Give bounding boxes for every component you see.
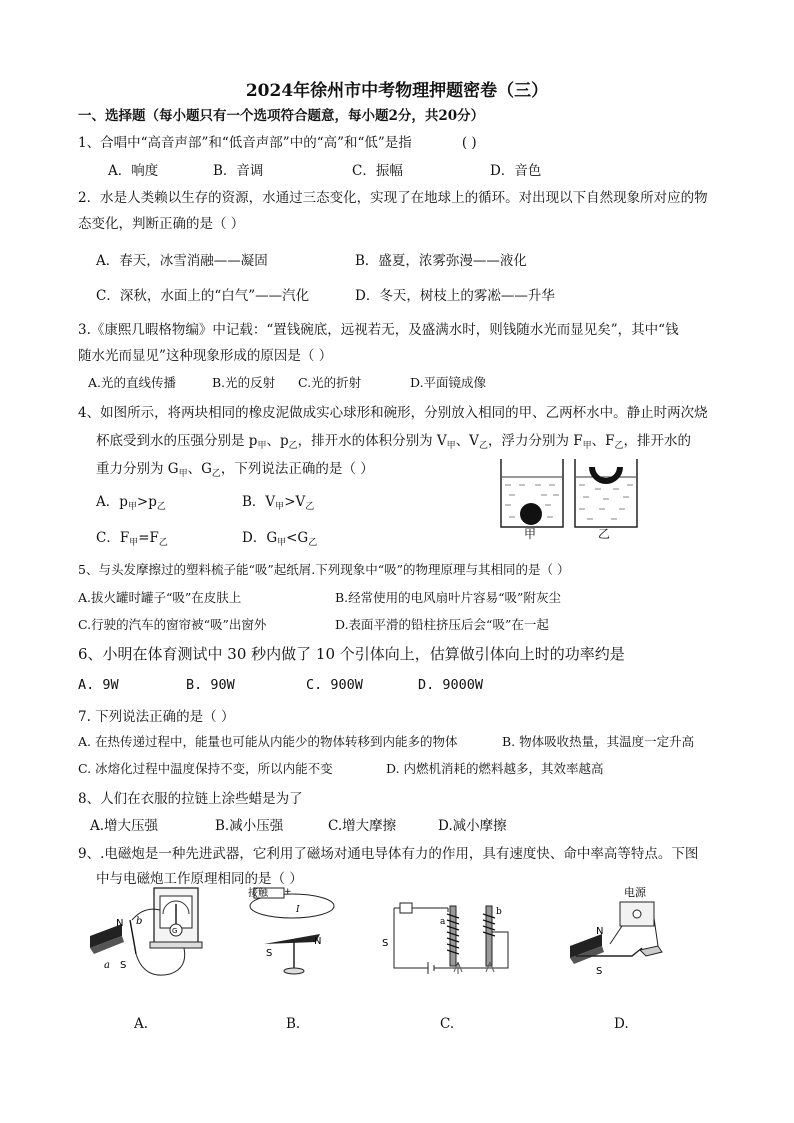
q5-option-d: D.表面平滑的铅柱挤压后会“吸”在一起 (335, 617, 549, 632)
q7-option-b: B. 物体吸收热量，其温度一定升高 (502, 734, 695, 749)
q7-option-a: A. 在热传递过程中，能量也可能从内能少的物体转移到内能多的物体 (78, 734, 458, 749)
figb-contact-label: 接触 (248, 888, 268, 899)
question-4-stem-line1: 4、如图所示，将两块相同的橡皮泥做成实心球形和碗形，分别放入相同的甲、乙两杯水中。静止时两次烧 (78, 405, 708, 421)
q6-option-b: B. 90W (186, 677, 235, 693)
beaker-yi (575, 459, 637, 527)
svg-text:I: I (296, 905, 300, 915)
q4-opt-text: <G (286, 530, 309, 546)
q3-option-a: A.光的直线传播 (88, 375, 177, 390)
svg-text:b: b (136, 916, 143, 927)
svg-text:+: + (284, 887, 292, 897)
page-title: 2024年徐州市中考物理押题密卷（三） (245, 81, 549, 101)
sub-yi: 乙 (156, 502, 166, 512)
question-6-stem: 6、小明在体育测试中 30 秒内做了 10 个引体向上，估算做引体向上时的功率约是 (78, 645, 625, 663)
q2-option-a: A．春天，冰雪消融——凝固 (96, 253, 268, 269)
q4-option-a (96, 490, 166, 512)
svg-text:b: b (496, 907, 502, 917)
q9-option-b-label: B. (286, 1016, 301, 1032)
solid-ball (520, 503, 542, 525)
question-2-stem-line2: 态变化，判断正确的是（ ） (78, 216, 245, 232)
q7-option-c: C. 冰熔化过程中温度保持不变，所以内能不变 (78, 761, 333, 776)
q7-option-d: D. 内燃机消耗的燃料越多，其效率越高 (386, 761, 604, 776)
sub-jia: 甲 (277, 538, 287, 548)
svg-text:G: G (172, 927, 178, 935)
question-3-stem-line2: 随水光而显见”这种现象形成的原因是（ ） (78, 348, 333, 364)
q4-opt-text: =F (138, 530, 159, 546)
figure-b-oersted (244, 884, 344, 984)
q2-option-c: C．深秋，水面上的“白气”——汽化 (96, 288, 310, 304)
svg-text:S: S (120, 960, 127, 971)
q4-text: ，排开水的体积分别为 V (297, 433, 447, 449)
q4-text: 重力分别为 G (96, 461, 179, 477)
fig-label-jia: 甲 (524, 527, 537, 541)
sub-jia: 甲 (129, 538, 139, 548)
q4-option-c (96, 526, 168, 548)
sub-yi: 乙 (288, 441, 298, 451)
svg-text:N: N (596, 926, 604, 937)
q4-text: ，排开水的 (623, 433, 692, 449)
q4-text: 杯底受到水的压强分别是 p (96, 433, 258, 449)
q8-option-d: D.减小摩擦 (438, 818, 507, 834)
question-7-stem: 7. 下列说法正确的是（ ） (78, 709, 235, 725)
q8-option-b: B.减小压强 (215, 818, 284, 834)
sub-yi: 乙 (614, 441, 624, 451)
figure-a-galvanometer (84, 884, 204, 984)
sub-jia: 甲 (275, 502, 285, 512)
q6-option-d: D. 9000W (418, 677, 484, 693)
sub-jia: 甲 (582, 441, 592, 451)
q2-option-d: D．冬天，树枝上的雾凇——升华 (355, 288, 555, 304)
svg-text:a: a (104, 960, 110, 971)
question-4-stem-line2 (96, 429, 691, 451)
fig-label-yi: 乙 (598, 527, 611, 541)
question-9-stem-line2: 中与电磁炮工作原理相同的是（ ） (96, 871, 303, 887)
question-8-stem: 8、人们在衣服的拉链上涂些蜡是为了 (78, 791, 303, 807)
q1-stem-text: 1、合唱中“高音声部”和“低音声部”中的“高”和“低”是指 (78, 135, 412, 151)
question-9-stem-line1: 9、.电磁炮是一种先进武器，它利用了磁场对通电导体有力的作用，具有速度快、命中率高等特点。下图 (78, 846, 699, 862)
q1-option-c: C．振幅 (352, 163, 403, 179)
q4-text: 、G (187, 461, 212, 477)
q3-option-b: B.光的反射 (212, 375, 276, 390)
q5-option-b: B.经常使用的电风扇叶片容易“吸”附灰尘 (335, 590, 561, 605)
svg-text:S: S (382, 938, 389, 949)
sub-yi: 乙 (305, 502, 315, 512)
q1-option-b: B．音调 (213, 163, 264, 179)
q6-option-c: C. 900W (306, 677, 363, 693)
question-5-stem: 5、与头发摩擦过的塑料梳子能“吸”起纸屑.下列现象中“吸”的物理原理与其相同的是（ ） (78, 562, 570, 577)
q4-opt-text: >V (284, 494, 306, 510)
question-1-stem (78, 131, 477, 151)
svg-text:N: N (314, 936, 322, 947)
q4-opt-text: A．p (96, 494, 128, 510)
sub-jia: 甲 (178, 469, 188, 479)
q5-option-a: A.拔火罐时罐子“吸”在皮肤上 (78, 590, 242, 605)
section-heading: 一、选择题（每小题只有一个选项符合题意，每小题2分，共20分） (78, 108, 485, 124)
beakers-figure (495, 455, 645, 545)
q4-option-b (242, 490, 314, 512)
question-2-stem-line1: 2．水是人类赖以生存的资源，水通过三态变化，实现了在地球上的循环。对出现以下自然现象所对应的物 (78, 190, 708, 206)
q9-option-c-label: C. (440, 1016, 455, 1032)
q9-option-a-label: A. (134, 1016, 149, 1032)
figd-power-label: 电源 (624, 886, 646, 899)
svg-text:a: a (440, 917, 446, 927)
svg-text:N: N (116, 918, 124, 929)
sub-jia: 甲 (127, 502, 137, 512)
svg-text:S: S (596, 966, 603, 977)
sub-yi: 乙 (308, 538, 318, 548)
q2-option-b: B．盛夏，浓雾弥漫——液化 (355, 253, 527, 269)
figure-c-electromagnets (378, 892, 528, 976)
bowl-shape (589, 467, 623, 484)
q4-opt-text: B．V (242, 494, 276, 510)
q9-option-d-label: D. (614, 1016, 629, 1032)
question-3-stem-line1: 3.《康熙几暇格物编》中记载：“置钱碗底，远视若无，及盛满水时，则钱随水光而显见矣”，其中“钱 (78, 322, 679, 338)
svg-text:S: S (266, 948, 273, 959)
q4-opt-text: >p (136, 494, 157, 510)
q8-option-a: A.增大压强 (90, 818, 159, 834)
sub-yi: 乙 (211, 469, 221, 479)
q1-option-d: D．音色 (490, 163, 542, 179)
q1-option-a: A．响度 (108, 163, 159, 179)
beaker-jia (501, 459, 563, 527)
sub-yi: 乙 (158, 538, 168, 548)
question-4-stem-line3 (96, 457, 374, 479)
q3-option-d: D.平面镜成像 (410, 375, 487, 390)
q3-option-c: C.光的折射 (298, 375, 362, 390)
q4-text: ，下列说法正确的是（ ） (220, 461, 374, 477)
q4-text: 、F (591, 433, 615, 449)
figure-d-motor (562, 884, 682, 984)
q5-option-c: C.行驶的汽车的窗帘被“吸”出窗外 (78, 617, 267, 632)
sub-yi: 乙 (478, 441, 488, 451)
q4-opt-text: C．F (96, 530, 130, 546)
answer-paren: ( ) (461, 135, 477, 151)
q4-text: ，浮力分别为 F (487, 433, 583, 449)
q4-option-d (242, 526, 317, 548)
q8-option-c: C.增大摩擦 (328, 818, 397, 834)
q6-option-a: A. 9W (78, 677, 119, 693)
sub-jia: 甲 (257, 441, 267, 451)
q4-opt-text: D．G (242, 530, 278, 546)
sub-jia: 甲 (446, 441, 456, 451)
q4-text: 、V (455, 433, 479, 449)
q4-text: 、p (266, 433, 289, 449)
